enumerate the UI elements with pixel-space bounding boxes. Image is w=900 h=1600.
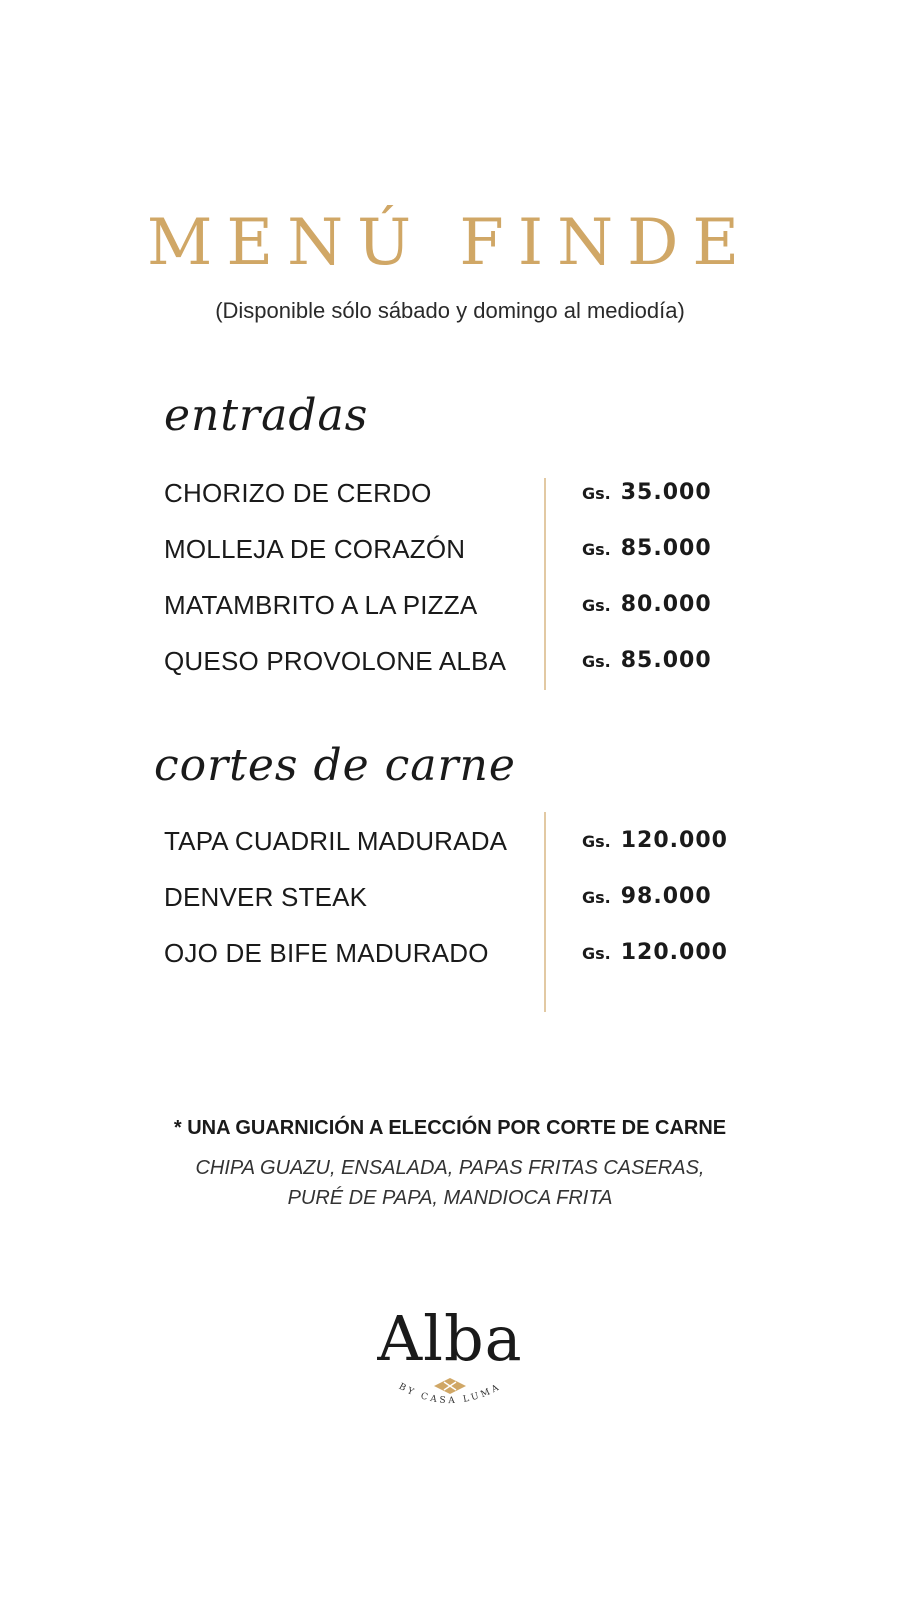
- currency-label: Gs.: [582, 484, 611, 503]
- item-name: DENVER STEAK: [164, 882, 368, 912]
- item-price: [582, 940, 728, 965]
- garnish-options-line: CHIPA GUAZU, ENSALADA, PAPAS FRITAS CASERAS,: [195, 1157, 705, 1179]
- item-name: OJO DE BIFE MADURADO: [164, 938, 489, 968]
- price-amount: 35.000: [620, 480, 712, 505]
- section-title-entradas: entradas: [164, 390, 369, 441]
- currency-label: Gs.: [582, 944, 611, 963]
- price-amount: 120.000: [620, 940, 728, 965]
- item-price: [582, 828, 728, 853]
- price-amount: 85.000: [620, 648, 712, 673]
- logo-tagline: BY CASA LUMA: [396, 1381, 504, 1407]
- menu-list-cortes: [164, 826, 764, 994]
- item-name: MOLLEJA DE CORAZÓN: [164, 534, 466, 564]
- currency-label: Gs.: [582, 540, 611, 559]
- item-price: [582, 592, 712, 617]
- section-title-cortes: cortes de carne: [154, 740, 516, 791]
- garnish-options-line: PURÉ DE PAPA, MANDIOCA FRITA: [287, 1187, 613, 1209]
- menu-item: [164, 938, 764, 994]
- menu-item: [164, 826, 764, 882]
- logo-emblem-icon: [390, 1372, 510, 1432]
- menu-subtitle: (Disponible sólo sábado y domingo al mediodía): [215, 298, 685, 323]
- currency-label: Gs.: [582, 596, 611, 615]
- price-amount: 120.000: [620, 828, 728, 853]
- item-price: [582, 648, 712, 673]
- price-amount: 85.000: [620, 536, 712, 561]
- currency-label: Gs.: [582, 888, 611, 907]
- menu-list-entradas: [164, 478, 764, 702]
- price-amount: 98.000: [620, 884, 712, 909]
- item-name: MATAMBRITO A LA PIZZA: [164, 590, 478, 620]
- price-amount: 80.000: [620, 592, 712, 617]
- menu-item: [164, 478, 764, 534]
- menu-item: [164, 646, 764, 702]
- item-price: [582, 536, 712, 561]
- item-name: QUESO PROVOLONE ALBA: [164, 646, 507, 676]
- logo-wordmark: Alba: [377, 1302, 523, 1375]
- item-price: [582, 884, 712, 909]
- currency-label: Gs.: [582, 832, 611, 851]
- menu-item: [164, 590, 764, 646]
- menu-item: [164, 882, 764, 938]
- garnish-note: * UNA GUARNICIÓN A ELECCIÓN POR CORTE DE CARNE: [173, 1117, 727, 1139]
- item-name: TAPA CUADRIL MADURADA: [164, 826, 508, 856]
- menu-item: [164, 534, 764, 590]
- item-price: [582, 480, 712, 505]
- item-name: CHORIZO DE CERDO: [164, 478, 432, 508]
- menu-title: MENÚ FINDE: [146, 206, 754, 280]
- currency-label: Gs.: [582, 652, 611, 671]
